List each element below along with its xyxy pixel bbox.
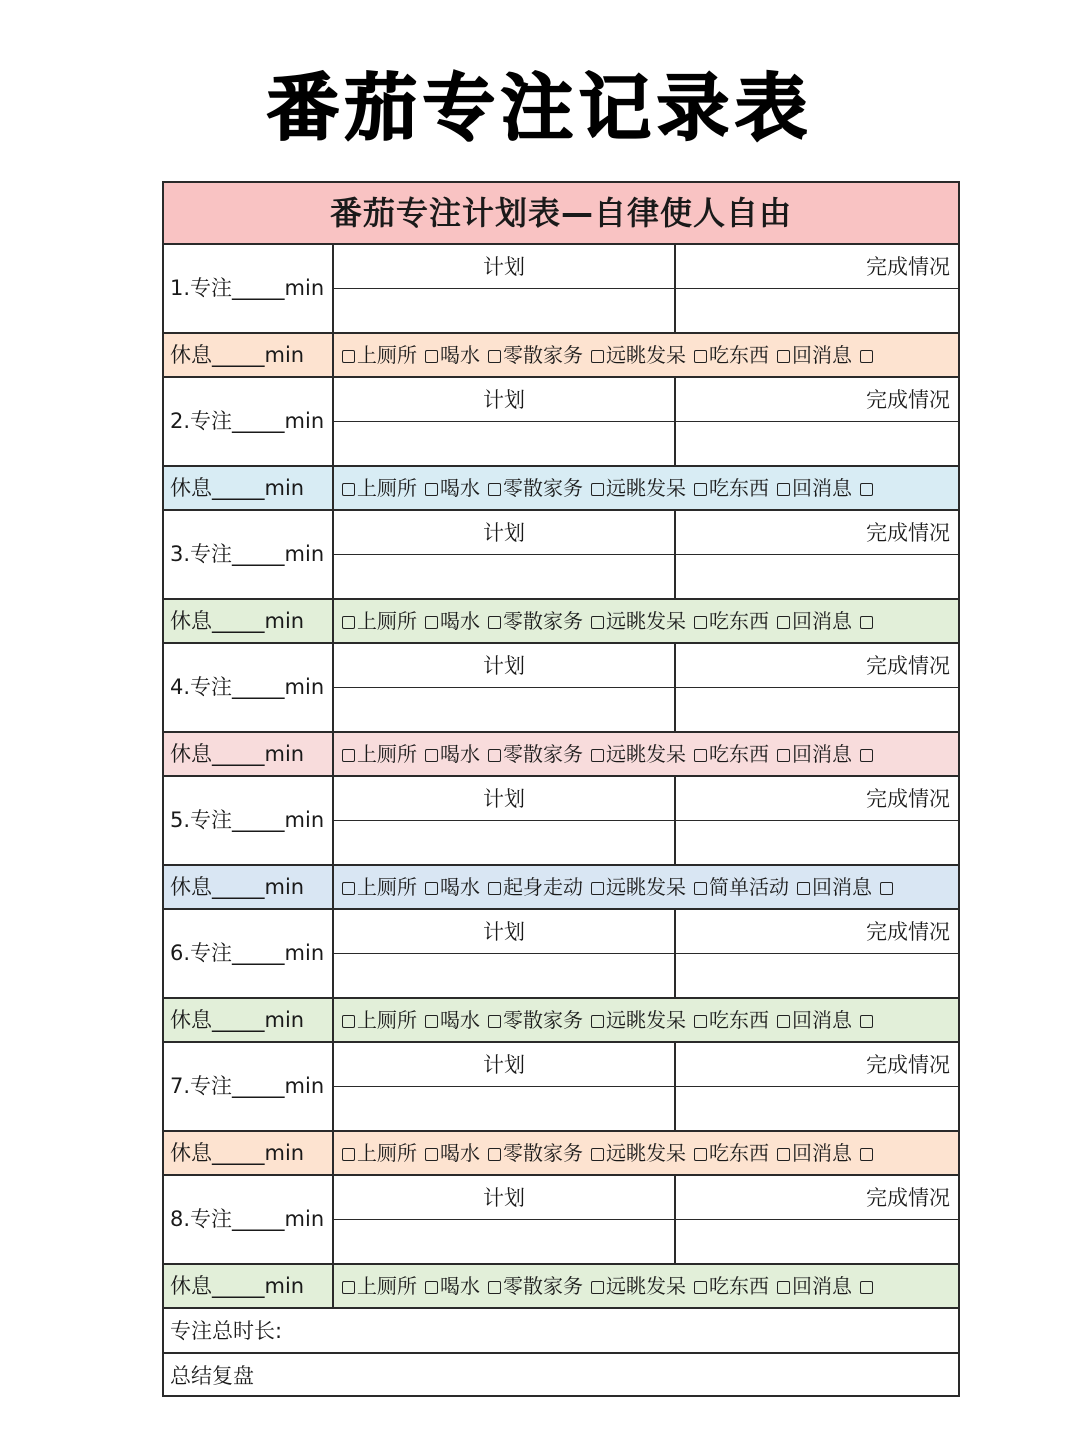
rest-option-label: 吃东西 — [709, 1008, 769, 1032]
rest-row — [164, 866, 958, 910]
focus-row — [164, 777, 958, 866]
rest-option-label: 吃东西 — [709, 742, 769, 766]
plan-header: 计划 — [334, 245, 674, 289]
rest-option-label: 远眺发呆 — [606, 1274, 686, 1298]
rest-option-label: 喝水 — [440, 1008, 480, 1032]
rest-options — [342, 600, 954, 642]
rest-options — [342, 999, 954, 1041]
completion-header: 完成情况 — [676, 1176, 958, 1220]
plan-cell[interactable] — [334, 511, 676, 598]
rest-option[interactable] — [488, 999, 583, 1041]
checkbox-icon[interactable] — [694, 749, 707, 762]
rest-option-label: 喝水 — [440, 609, 480, 633]
rest-options — [342, 733, 954, 775]
checkbox-icon[interactable] — [591, 882, 604, 895]
rest-option[interactable] — [860, 733, 875, 775]
plan-header: 计划 — [334, 910, 674, 954]
rest-duration-label[interactable]: 休息_____min — [164, 467, 334, 509]
completion-header: 完成情况 — [676, 777, 958, 821]
completion-header: 完成情况 — [676, 910, 958, 954]
completion-cell[interactable] — [676, 1043, 958, 1130]
checkbox-icon[interactable] — [777, 350, 790, 363]
plan-cell[interactable] — [334, 777, 676, 864]
rest-option[interactable] — [694, 467, 769, 509]
plan-cell[interactable] — [334, 378, 676, 465]
rest-option[interactable] — [425, 1265, 480, 1307]
focus-row — [164, 245, 958, 334]
rest-option-label: 远眺发呆 — [606, 1141, 686, 1165]
focus-duration-label[interactable]: 1.专注_____min — [164, 245, 334, 332]
checkbox-icon[interactable] — [425, 350, 438, 363]
checkbox-icon[interactable] — [488, 1281, 501, 1294]
rest-option-label: 回消息 — [792, 343, 852, 367]
checkbox-icon[interactable] — [694, 1281, 707, 1294]
rest-option[interactable] — [342, 1265, 417, 1307]
checkbox-icon[interactable] — [488, 483, 501, 496]
rest-option-label: 远眺发呆 — [606, 742, 686, 766]
completion-cell[interactable] — [676, 1176, 958, 1263]
rest-option-label: 喝水 — [440, 875, 480, 899]
total-focus-duration-row[interactable] — [164, 1309, 958, 1354]
checkbox-icon[interactable] — [342, 882, 355, 895]
rest-row — [164, 733, 958, 777]
rest-option[interactable] — [425, 733, 480, 775]
rest-option-label: 远眺发呆 — [606, 343, 686, 367]
rest-option-label: 简单活动 — [709, 875, 789, 899]
rest-duration-label[interactable]: 休息_____min — [164, 733, 334, 775]
checkbox-icon[interactable] — [591, 1281, 604, 1294]
checkbox-icon[interactable] — [488, 882, 501, 895]
completion-cell[interactable] — [676, 378, 958, 465]
checkbox-icon[interactable] — [488, 1015, 501, 1028]
rest-option-label: 上厕所 — [357, 476, 417, 500]
checkbox-icon[interactable] — [425, 483, 438, 496]
completion-header: 完成情况 — [676, 1043, 958, 1087]
rest-options — [342, 467, 954, 509]
page-title: 番茄专注记录表 — [266, 66, 813, 150]
checkbox-icon[interactable] — [777, 1281, 790, 1294]
checkbox-icon[interactable] — [425, 1281, 438, 1294]
rest-option[interactable] — [860, 1265, 875, 1307]
checkbox-icon[interactable] — [342, 616, 355, 629]
checkbox-icon[interactable] — [591, 749, 604, 762]
checkbox-icon[interactable] — [591, 350, 604, 363]
checkbox-icon[interactable] — [425, 882, 438, 895]
rest-option-label: 零散家务 — [503, 609, 583, 633]
review-label: 总结复盘 — [170, 1364, 254, 1388]
rest-option-label: 零散家务 — [503, 1141, 583, 1165]
rest-option-label: 喝水 — [440, 476, 480, 500]
rest-option-label: 远眺发呆 — [606, 1008, 686, 1032]
checkbox-icon[interactable] — [694, 483, 707, 496]
rest-option-label: 吃东西 — [709, 476, 769, 500]
rest-option[interactable] — [425, 467, 480, 509]
checkbox-icon[interactable] — [425, 1148, 438, 1161]
plan-header: 计划 — [334, 1176, 674, 1220]
rest-option[interactable] — [591, 999, 686, 1041]
rest-option[interactable] — [694, 999, 769, 1041]
rest-options — [342, 1132, 954, 1174]
rest-option-label: 吃东西 — [709, 1141, 769, 1165]
plan-header: 计划 — [334, 1043, 674, 1087]
rest-option-label: 回消息 — [792, 1274, 852, 1298]
rest-option-label: 喝水 — [440, 343, 480, 367]
rest-option-label: 零散家务 — [503, 1008, 583, 1032]
plan-cell[interactable] — [334, 1043, 676, 1130]
rest-option[interactable] — [488, 866, 583, 908]
rest-option[interactable] — [488, 733, 583, 775]
rest-row — [164, 1265, 958, 1309]
checkbox-icon[interactable] — [591, 1148, 604, 1161]
checkbox-icon[interactable] — [425, 749, 438, 762]
rest-option[interactable] — [425, 600, 480, 642]
checkbox-icon[interactable] — [860, 350, 873, 363]
checkbox-icon[interactable] — [860, 1015, 873, 1028]
focus-duration-label[interactable]: 7.专注_____min — [164, 1043, 334, 1130]
rest-option-label: 上厕所 — [357, 1141, 417, 1165]
rest-option-label: 远眺发呆 — [606, 875, 686, 899]
completion-cell[interactable] — [676, 245, 958, 332]
rest-option[interactable] — [694, 1265, 769, 1307]
rest-option-label: 零散家务 — [503, 1274, 583, 1298]
rest-option[interactable] — [342, 1132, 417, 1174]
rest-duration-label[interactable]: 休息_____min — [164, 866, 334, 908]
rest-option[interactable] — [694, 334, 769, 376]
checkbox-icon[interactable] — [777, 1148, 790, 1161]
focus-row — [164, 1176, 958, 1265]
rest-options — [342, 1265, 954, 1307]
focus-row — [164, 910, 958, 999]
plan-cell[interactable] — [334, 1176, 676, 1263]
checkbox-icon[interactable] — [342, 350, 355, 363]
rest-option[interactable] — [342, 866, 417, 908]
rest-option[interactable] — [342, 600, 417, 642]
rest-duration-label[interactable]: 休息_____min — [164, 600, 334, 642]
completion-header: 完成情况 — [676, 378, 958, 422]
rest-duration-label[interactable]: 休息_____min — [164, 1132, 334, 1174]
rest-option-label: 吃东西 — [709, 609, 769, 633]
rest-option[interactable] — [694, 600, 769, 642]
checkbox-icon[interactable] — [860, 483, 873, 496]
rest-option[interactable] — [425, 866, 480, 908]
checkbox-icon[interactable] — [860, 616, 873, 629]
plan-cell[interactable] — [334, 644, 676, 731]
rest-option-label: 喝水 — [440, 1274, 480, 1298]
total-focus-label: 专注总时长: — [170, 1319, 283, 1343]
focus-duration-label[interactable]: 8.专注_____min — [164, 1176, 334, 1263]
checkbox-icon[interactable] — [342, 483, 355, 496]
rest-option-label: 零散家务 — [503, 742, 583, 766]
checkbox-icon[interactable] — [694, 616, 707, 629]
rest-option[interactable] — [591, 1265, 686, 1307]
rest-option-label: 吃东西 — [709, 343, 769, 367]
checkbox-icon[interactable] — [591, 1015, 604, 1028]
rest-option-label: 上厕所 — [357, 343, 417, 367]
rest-option[interactable] — [694, 866, 789, 908]
rest-option[interactable] — [591, 334, 686, 376]
focus-row — [164, 1043, 958, 1132]
focus-record-table — [162, 181, 960, 1397]
focus-duration-label[interactable]: 2.专注_____min — [164, 378, 334, 465]
rest-options — [342, 866, 954, 908]
checkbox-icon[interactable] — [777, 1015, 790, 1028]
rest-option[interactable] — [777, 733, 852, 775]
rest-row — [164, 999, 958, 1043]
rest-row — [164, 467, 958, 511]
rest-option[interactable] — [591, 600, 686, 642]
rest-option[interactable] — [880, 866, 895, 908]
focus-row — [164, 511, 958, 600]
checkbox-icon[interactable] — [777, 483, 790, 496]
rest-option-label: 上厕所 — [357, 742, 417, 766]
rest-option[interactable] — [488, 600, 583, 642]
rest-option-label: 零散家务 — [503, 476, 583, 500]
rest-option[interactable] — [591, 866, 686, 908]
rest-option[interactable] — [860, 467, 875, 509]
checkbox-icon[interactable] — [591, 483, 604, 496]
checkbox-icon[interactable] — [425, 1015, 438, 1028]
plan-header: 计划 — [334, 777, 674, 821]
checkbox-icon[interactable] — [694, 1015, 707, 1028]
rest-option[interactable] — [777, 1265, 852, 1307]
focus-row — [164, 644, 958, 733]
rest-option[interactable] — [694, 1132, 769, 1174]
checkbox-icon[interactable] — [694, 1148, 707, 1161]
review-row[interactable] — [164, 1354, 958, 1399]
plan-cell[interactable] — [334, 245, 676, 332]
plan-cell[interactable] — [334, 910, 676, 997]
rest-option[interactable] — [488, 334, 583, 376]
checkbox-icon[interactable] — [777, 616, 790, 629]
rest-option-label: 喝水 — [440, 1141, 480, 1165]
rest-options — [342, 334, 954, 376]
rest-option-label: 回消息 — [792, 1141, 852, 1165]
rest-option-label: 回消息 — [792, 1008, 852, 1032]
rest-option[interactable] — [342, 733, 417, 775]
rest-option[interactable] — [797, 866, 872, 908]
rest-option-label: 回消息 — [792, 476, 852, 500]
rest-option[interactable] — [860, 1132, 875, 1174]
rest-option[interactable] — [694, 733, 769, 775]
rest-option-label: 喝水 — [440, 742, 480, 766]
completion-cell[interactable] — [676, 511, 958, 598]
rest-row — [164, 1132, 958, 1176]
checkbox-icon[interactable] — [777, 749, 790, 762]
rest-option[interactable] — [591, 733, 686, 775]
plan-header: 计划 — [334, 378, 674, 422]
rest-row — [164, 334, 958, 378]
completion-header: 完成情况 — [676, 511, 958, 555]
rest-option[interactable] — [860, 999, 875, 1041]
rest-option-label: 远眺发呆 — [606, 476, 686, 500]
checkbox-icon[interactable] — [694, 882, 707, 895]
rest-option-label: 上厕所 — [357, 875, 417, 899]
rest-duration-label[interactable]: 休息_____min — [164, 334, 334, 376]
rest-option[interactable] — [342, 999, 417, 1041]
rest-row — [164, 600, 958, 644]
rest-option[interactable] — [777, 467, 852, 509]
completion-cell[interactable] — [676, 777, 958, 864]
focus-duration-label[interactable]: 6.专注_____min — [164, 910, 334, 997]
plan-header: 计划 — [334, 511, 674, 555]
checkbox-icon[interactable] — [488, 616, 501, 629]
focus-duration-label[interactable]: 5.专注_____min — [164, 777, 334, 864]
rest-option[interactable] — [342, 467, 417, 509]
completion-header: 完成情况 — [676, 245, 958, 289]
checkbox-icon[interactable] — [860, 1281, 873, 1294]
checkbox-icon[interactable] — [342, 1281, 355, 1294]
checkbox-icon[interactable] — [425, 616, 438, 629]
rest-duration-label[interactable]: 休息_____min — [164, 1265, 334, 1307]
rest-option-label: 远眺发呆 — [606, 609, 686, 633]
rest-option[interactable] — [591, 467, 686, 509]
focus-duration-label[interactable]: 4.专注_____min — [164, 644, 334, 731]
checkbox-icon[interactable] — [488, 350, 501, 363]
rest-duration-label[interactable]: 休息_____min — [164, 999, 334, 1041]
plan-header: 计划 — [334, 644, 674, 688]
rest-option[interactable] — [425, 999, 480, 1041]
rest-option[interactable] — [860, 600, 875, 642]
rest-option[interactable] — [591, 1132, 686, 1174]
checkbox-icon[interactable] — [342, 1015, 355, 1028]
rest-option[interactable] — [860, 334, 875, 376]
rest-option-label: 上厕所 — [357, 1008, 417, 1032]
focus-duration-label[interactable]: 3.专注_____min — [164, 511, 334, 598]
rest-option[interactable] — [488, 467, 583, 509]
rest-option[interactable] — [342, 334, 417, 376]
checkbox-icon[interactable] — [342, 1148, 355, 1161]
focus-row — [164, 378, 958, 467]
table-banner: 番茄专注计划表—自律使人自由 — [164, 183, 958, 245]
checkbox-icon[interactable] — [591, 616, 604, 629]
rest-option-label: 起身走动 — [503, 875, 583, 899]
checkbox-icon[interactable] — [880, 882, 893, 895]
rest-option[interactable] — [488, 1132, 583, 1174]
rest-option-label: 回消息 — [812, 875, 872, 899]
completion-header: 完成情况 — [676, 644, 958, 688]
rest-option-label: 回消息 — [792, 742, 852, 766]
rest-option[interactable] — [488, 1265, 583, 1307]
rest-option-label: 上厕所 — [357, 609, 417, 633]
checkbox-icon[interactable] — [797, 882, 810, 895]
rest-option[interactable] — [425, 1132, 480, 1174]
rest-option[interactable] — [777, 600, 852, 642]
rest-option[interactable] — [425, 334, 480, 376]
completion-cell[interactable] — [676, 644, 958, 731]
rest-option[interactable] — [777, 999, 852, 1041]
rest-option-label: 上厕所 — [357, 1274, 417, 1298]
checkbox-icon[interactable] — [342, 749, 355, 762]
rest-option-label: 回消息 — [792, 609, 852, 633]
checkbox-icon[interactable] — [488, 749, 501, 762]
checkbox-icon[interactable] — [694, 350, 707, 363]
completion-cell[interactable] — [676, 910, 958, 997]
rest-option-label: 零散家务 — [503, 343, 583, 367]
checkbox-icon[interactable] — [488, 1148, 501, 1161]
rest-option-label: 吃东西 — [709, 1274, 769, 1298]
rest-option[interactable] — [777, 1132, 852, 1174]
rest-option[interactable] — [777, 334, 852, 376]
checkbox-icon[interactable] — [860, 749, 873, 762]
checkbox-icon[interactable] — [860, 1148, 873, 1161]
